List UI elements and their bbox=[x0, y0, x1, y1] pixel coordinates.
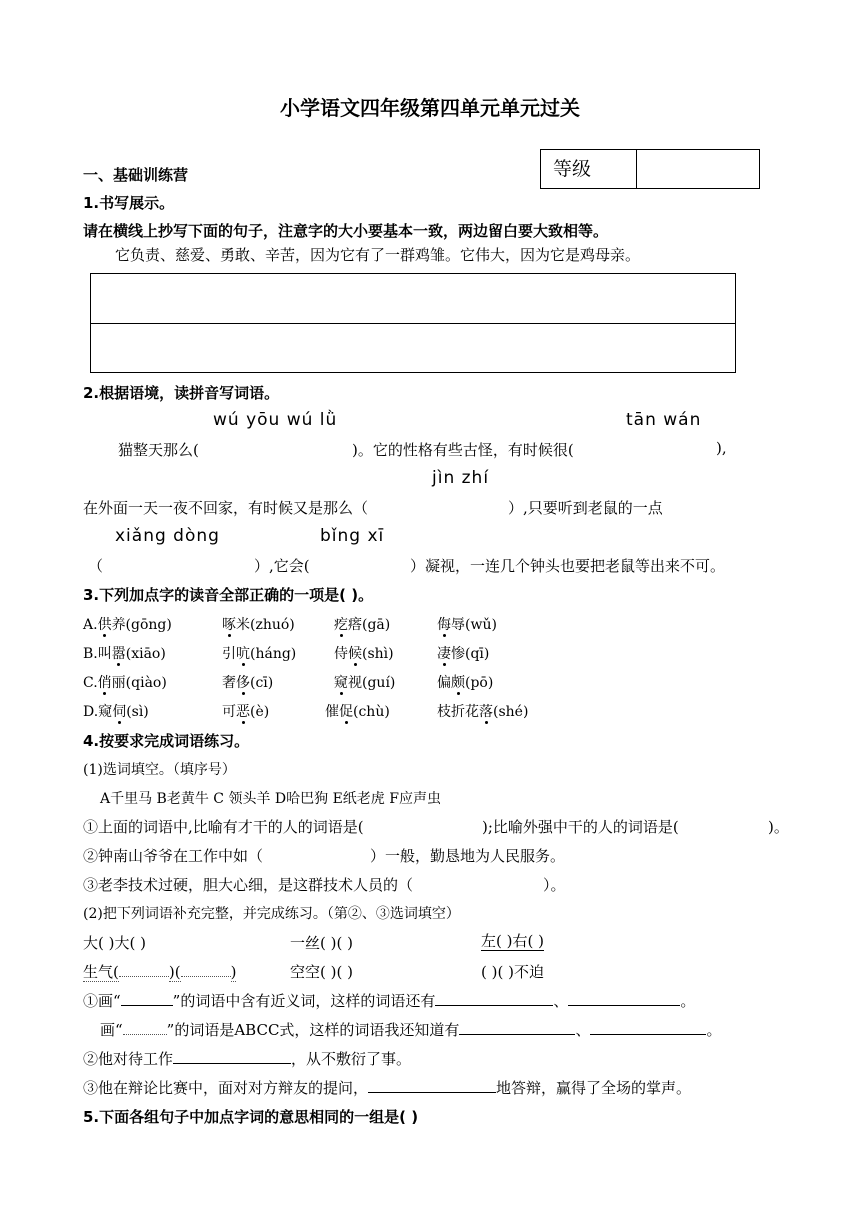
option-b[interactable]: B.叫嚣(xiāo) bbox=[83, 643, 166, 663]
q4-s3: ）。 bbox=[543, 876, 566, 894]
q2-text: ）,它会( bbox=[254, 557, 310, 575]
copy-writing-box[interactable] bbox=[90, 273, 736, 373]
q1-heading: 1.书写展示。 bbox=[83, 194, 175, 212]
option-a-item: 侮辱(wǔ) bbox=[437, 614, 497, 634]
word-blank: 一丝( )( ) bbox=[290, 934, 353, 952]
pinyin: bǐng xī bbox=[320, 526, 385, 546]
word-blank: ( )( )不迫 bbox=[481, 963, 544, 981]
q5-heading: 5.下面各组句子中加点字词的意思相同的一组是( ) bbox=[83, 1108, 419, 1126]
section-heading: 一、基础训练营 bbox=[83, 166, 189, 184]
option-b-item: 引吭(háng) bbox=[222, 643, 296, 663]
q1-sentence: 它负责、慈爱、勇敢、辛苦，因为它有了一群鸡雏。它伟大，因为它是鸡母亲。 bbox=[115, 246, 641, 264]
option-a-item: 疙瘩(gā) bbox=[334, 614, 390, 634]
option-c[interactable]: C.俏丽(qiào) bbox=[83, 672, 167, 692]
q4-s1: );比喻外强中干的人的词语是( bbox=[482, 818, 679, 836]
q2-text: 在外面一天一夜不回家，有时候又是那么（ bbox=[83, 499, 369, 517]
option-c-item: 窥视(guí) bbox=[334, 672, 395, 692]
q4-sub2: (2)把下列词语补充完整，并完成练习。（第②、③选词填空） bbox=[83, 906, 460, 922]
q4-s1: ①上面的词语中,比喻有才干的人的词语是( bbox=[83, 818, 364, 836]
option-a-item: 啄米(zhuó) bbox=[222, 614, 295, 634]
writing-line bbox=[91, 323, 735, 324]
q2-text: ）凝视，一连几个钟头也要把老鼠等出来不可。 bbox=[410, 557, 726, 575]
pinyin: tān wán bbox=[626, 410, 702, 430]
word-options: A千里马 B老黄牛 C 领头羊 D哈巴狗 E纸老虎 F应声虫 bbox=[100, 791, 441, 807]
grade-label: 等级 bbox=[541, 150, 637, 188]
q2-text: 猫整天那么( bbox=[118, 441, 199, 459]
q2-text: （ bbox=[88, 557, 104, 575]
option-a[interactable]: A.供养(gōng) bbox=[83, 614, 172, 634]
option-d-item: 可恶(è) bbox=[222, 701, 269, 721]
pinyin: jìn zhí bbox=[432, 468, 490, 488]
q4-e3: ②他对待工作 ，从不敷衍了事。 bbox=[83, 1050, 412, 1068]
q4-s2: ②钟南山爷爷在工作中如（ bbox=[83, 847, 264, 865]
q3-heading: 3.下列加点字的读音全部正确的一项是( )。 bbox=[83, 586, 374, 604]
option-c-item: 奢侈(cī) bbox=[222, 672, 273, 692]
q4-s3: ③老李技术过硬，胆大心细，是这群技术人员的（ bbox=[83, 876, 414, 894]
q4-e2: 画“ ”的词语是ABCC式，这样的词语我还知道有 、 。 bbox=[100, 1021, 722, 1039]
q4-e4: ③他在辩论比赛中，面对对方辩友的提问， 地答辩，赢得了全场的掌声。 bbox=[83, 1079, 692, 1097]
q4-heading: 4.按要求完成词语练习。 bbox=[83, 732, 250, 750]
option-b-item: 凄惨(qī) bbox=[437, 643, 489, 663]
q4-sub1: (1)选词填空。（填序号） bbox=[83, 762, 236, 778]
option-d-item: 枝折花落(shé) bbox=[437, 701, 528, 721]
word-blank: 空空( )( ) bbox=[290, 963, 353, 981]
option-c-item: 偏颇(pō) bbox=[437, 672, 493, 692]
grade-box bbox=[540, 149, 760, 189]
q2-text: ), bbox=[716, 439, 727, 457]
option-d-item: 催促(chù) bbox=[325, 701, 390, 721]
pinyin: xiǎng dòng bbox=[115, 526, 220, 546]
q1-instruction: 请在横线上抄写下面的句子，注意字的大小要基本一致，两边留白要大致相等。 bbox=[83, 222, 609, 240]
option-d[interactable]: D.窥伺(sì) bbox=[83, 701, 149, 721]
option-b-item: 侍候(shì) bbox=[334, 643, 394, 663]
q2-heading: 2.根据语境，读拼音写词语。 bbox=[83, 384, 280, 402]
q4-s2: ）一般，勤恳地为人民服务。 bbox=[370, 847, 566, 865]
word-blank-wavy: 生气( )( ) bbox=[83, 963, 237, 981]
word-blank-underlined: 左( )右( ) bbox=[481, 932, 544, 950]
q2-text: ）,只要听到老鼠的一点 bbox=[508, 499, 663, 517]
q2-text: )。它的性格有些古怪，有时候很( bbox=[352, 441, 574, 459]
q4-e1: ①画“ ”的词语中含有近义词，这样的词语还有 、 。 bbox=[83, 992, 696, 1010]
page-title: 小学语文四年级第四单元单元过关 bbox=[280, 96, 580, 120]
q4-s1: )。 bbox=[768, 818, 789, 836]
word-blank: 大( )大( ) bbox=[83, 934, 146, 952]
pinyin: wú yōu wú lǜ bbox=[213, 410, 338, 430]
